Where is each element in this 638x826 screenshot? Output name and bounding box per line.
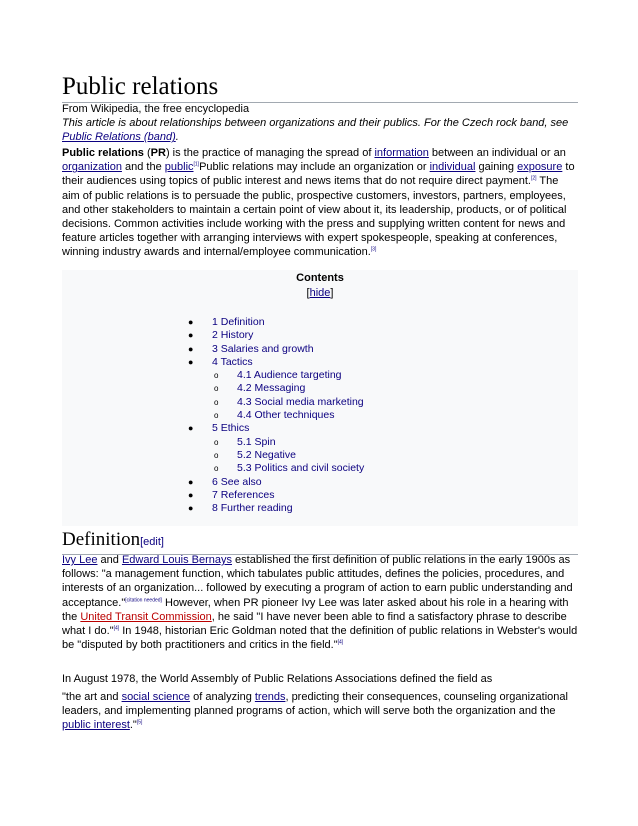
intro-text: gaining [475,161,518,174]
bracket-close: ] [330,287,334,299]
toc-item[interactable] [62,409,578,422]
lead-abbrev: PR [150,147,166,159]
toc-item[interactable] [62,449,578,462]
toc-item-label[interactable]: 7 References [212,488,275,501]
intro-text: to their audiences using topics of public interest and news items that do not require direct payment. [62,161,575,188]
toc-item[interactable] [62,462,578,475]
toc-item-label[interactable]: 4 Tactics [212,355,253,368]
quote-text: of analyzing [190,691,255,703]
toc-item[interactable] [62,396,578,409]
link-information[interactable]: information [374,147,429,159]
toc-hide-link[interactable]: hide [309,287,331,299]
circle-bullet-icon: o [214,411,219,421]
def-text: In 1948, historian Eric Goldman noted that the definition of public relations in Webster's would be "disputed by both practitioners and critics in the field." [62,625,578,652]
toc-item[interactable] [62,343,578,356]
link-united-transit-commission[interactable]: United Transit Commission [80,610,212,623]
def-text: However, when PR pioneer Ivy Lee was later asked about his role in a hearing with the [62,596,569,623]
toc-item-label[interactable]: 6 See also [212,475,262,488]
link-public[interactable]: public [164,161,194,174]
toc-item[interactable] [62,502,578,515]
intro-paragraph: Public relations (PR) is the practice of managing the spread of information between an individual or an organization and the public[1]Public relations may include an organization or individual gaining exposure to their audiences using topics of public interest and news items that do not require direct payment.[2] The aim of public relations is to persuade the public, prospective customers, investors, partners, employees, and other stakeholders to maintain a certain point of view about it, its leadership, products, or of political decisions. Common activities include working with the press and supplying written content for news and feature articles together with arranging interviews with expert spokespeople, speaking at conferences, winning industry awards and internal/employee communication.[3] [62,147,575,259]
intro-text: is the practice of managing the spread of [169,147,375,159]
toc-item-label[interactable]: 5.3 Politics and civil society [237,462,365,475]
definition-paragraph-2: In August 1978, the World Assembly of Public Relations Associations defined the field as [62,673,493,685]
bullet-icon: ● [188,356,194,367]
bullet-icon: ● [188,489,194,500]
toc-item[interactable] [62,436,578,449]
link-organization[interactable]: organization [62,161,122,174]
bullet-icon: ● [188,423,194,434]
link-exposure[interactable]: exposure [517,161,563,174]
toc-item-label[interactable]: 2 History [212,329,254,342]
toc-item[interactable] [62,329,578,342]
lead-term: Public relations [62,147,144,159]
toc-item-label[interactable]: 1 Definition [212,316,265,328]
citation-4a[interactable]: [4] [113,625,120,632]
circle-bullet-icon: o [214,464,219,474]
citation-2[interactable]: [2] [530,175,537,182]
edit-link[interactable]: [edit] [140,536,164,548]
toc-item-label[interactable]: 8 Further reading [212,502,293,515]
toc-item[interactable] [62,356,578,369]
bracket-open: [ [306,287,310,299]
site-subtitle: From Wikipedia, the free encyclopedia [62,103,250,115]
section-heading-definition [62,529,578,555]
bullet-icon: ● [188,330,194,341]
citation-5[interactable]: [5] [136,719,143,726]
toc-list [62,316,578,515]
bullet-icon: ● [188,476,194,487]
hatnote-text: This article is about relationships between organizations and their publics. For the Czech rock band, see [62,117,569,129]
toc-item-label[interactable]: 4.2 Messaging [237,382,306,395]
circle-bullet-icon: o [214,450,219,460]
citation-3[interactable]: [3] [370,246,377,253]
def-text: and [97,554,122,566]
toc-item[interactable] [62,422,578,435]
link-public-relations-band[interactable]: Public Relations (band) [62,131,176,144]
toc-heading: Contents [296,272,344,284]
page-title: Public relations [62,73,578,103]
bullet-icon: ● [188,317,194,327]
definition-paragraph-1 [62,553,578,652]
toc-item-label[interactable]: 5 Ethics [212,422,250,435]
citation-needed[interactable]: [citation needed] [125,596,162,603]
bullet-icon: ● [188,503,194,514]
link-ivy-lee[interactable]: Ivy Lee [62,554,98,566]
definition-quote [62,690,578,733]
citation-4b[interactable]: [4] [337,639,344,646]
toc-item[interactable] [62,382,578,395]
toc-item-label[interactable]: 4.3 Social media marketing [237,395,364,408]
toc-hide-toggle [62,287,578,300]
toc-item-label[interactable]: 4.4 Other techniques [237,409,335,422]
toc-item[interactable] [62,476,578,489]
toc-item[interactable] [62,316,578,329]
circle-bullet-icon: o [214,384,219,394]
circle-bullet-icon: o [214,371,219,381]
intro-text: and the [121,161,165,174]
link-public-interest[interactable]: public interest [62,719,130,732]
toc-item-label[interactable]: 5.2 Negative [237,448,296,461]
intro-text: Public relations may include an organization or [199,161,430,174]
toc-item[interactable] [62,489,578,502]
link-social-science[interactable]: social science [121,691,191,703]
hatnote [62,116,578,145]
circle-bullet-icon: o [214,397,219,407]
circle-bullet-icon: o [214,437,219,447]
toc-item[interactable] [62,369,578,382]
toc-item-label[interactable]: 4.1 Audience targeting [237,369,342,382]
quote-text: "the art and [62,691,122,703]
section-title: Definition [62,529,141,550]
citation-1[interactable]: [1] [193,161,200,168]
intro-text: between an individual or an [428,147,566,159]
link-individual[interactable]: individual [429,161,476,174]
link-trends[interactable]: trends [254,691,286,703]
toc-item-label[interactable]: 5.1 Spin [237,435,276,448]
quote-text: , predicting their consequences, counseling organizational leaders, and implementing planned programs of action, which will serve both the organization and the [62,691,568,718]
def-text: established the first definition of public relations in the early 1900s as follows: "a management function, which tabulates public attitudes, defines the policies, procedures, and interests of an organization... followed by executing a program of action to earn public understanding and acceptance." [62,554,573,609]
quote-text: ." [129,719,137,732]
intro-text: The aim of public relations is to persuade the public, prospective customers, investors, partners, employees, and other stakeholders to maintain a certain point of view about it, its leadership, products, or of political decisions. Common activities include working with the press and supplying written content for news and feature articles together with arranging interviews with expert spokespeople, speaking at conferences, winning industry awards and internal/employee communication. [62,175,567,259]
def-text: , he said "I have never been able to find a satisfactory phrase to describe what I do." [62,610,567,638]
link-edward-bernays[interactable]: Edward Louis Bernays [121,554,232,566]
bullet-icon: ● [188,343,194,354]
hatnote-end: . [175,131,179,144]
toc-item-label[interactable]: 3 Salaries and growth [212,342,314,355]
